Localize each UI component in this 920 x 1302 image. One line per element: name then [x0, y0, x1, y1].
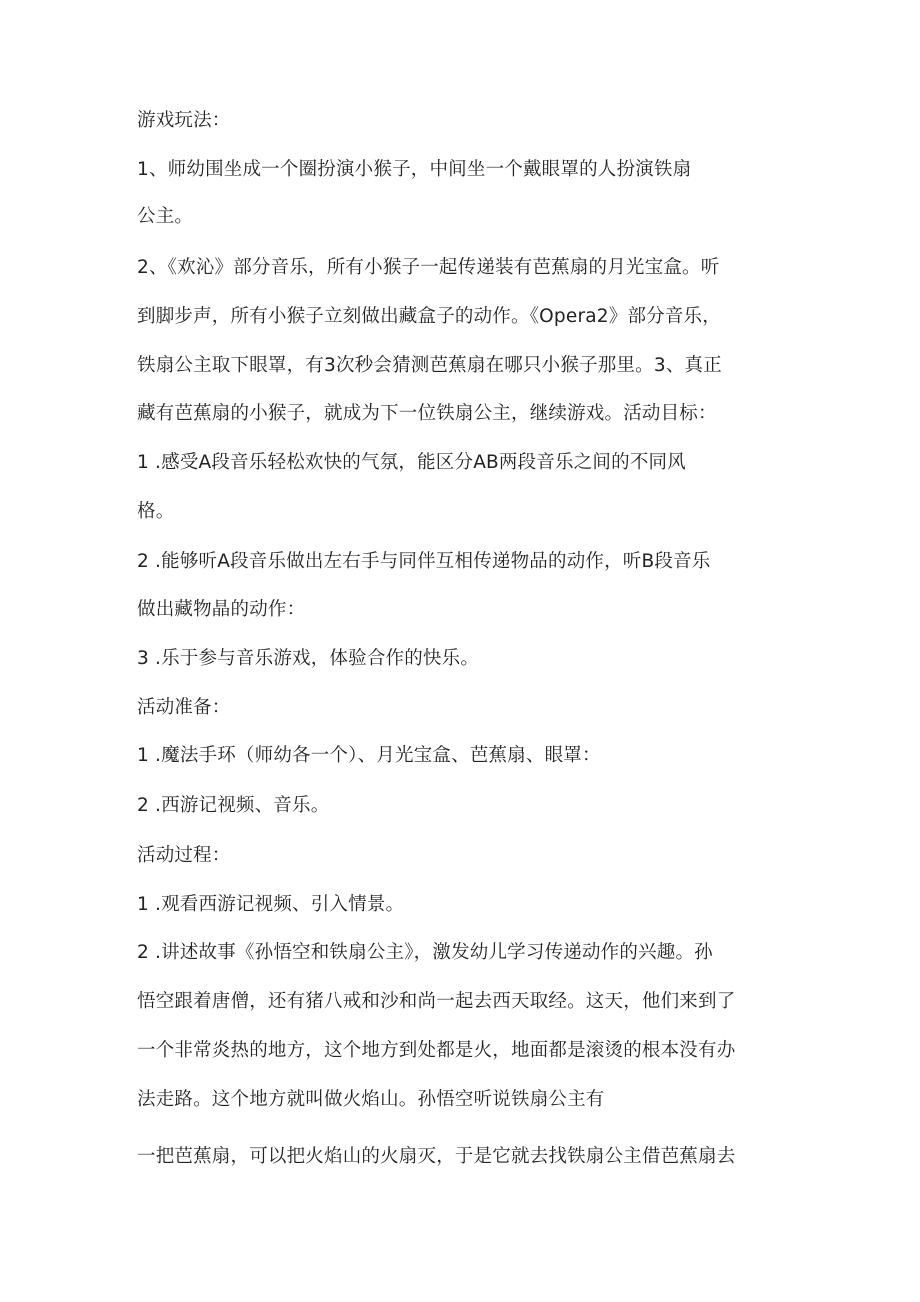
text-line: 2、《欢沁》部分音乐，所有小猴子一起传递装有芭蕉扇的月光宝盒。听 [137, 257, 720, 278]
heading-game-rules: 游戏玩法： [137, 110, 231, 131]
text-line: 一把芭蕉扇，可以把火焰山的火扇灭，于是它就去找铁扇公主借芭蕉扇去 [137, 1146, 736, 1167]
text-line: 1 .魔法手环（师幼各一个）、月光宝盒、芭蕉扇、眼罩： [137, 745, 601, 766]
text-line: 到脚步声，所有小猴子立刻做出藏盒子的动作。《Opera2》部分音乐， [137, 306, 721, 327]
heading-preparation: 活动准备： [137, 697, 231, 718]
text-line: 悟空跟着唐僧，还有猪八戒和沙和尚一起去西天取经。这天，他们来到了 [137, 991, 736, 1012]
text-line: 3 .乐于参与音乐游戏，体验合作的快乐。 [137, 648, 480, 669]
text-line: 2 .西游记视频、音乐。 [137, 795, 330, 816]
text-line: 1、师幼围坐成一个圈扮演小猴子，中间坐一个戴眼罩的人扮演铁扇 [137, 159, 692, 180]
text-line: 1 .观看西游记视频、引入情景。 [137, 894, 405, 915]
text-line: 藏有芭蕉扇的小猴子，就成为下一位铁扇公主，继续游戏。活动目标： [137, 403, 717, 424]
text-line: 2 .讲述故事《孙悟空和铁扇公主》，激发幼儿学习传递动作的兴趣。孙 [137, 942, 713, 963]
text-line: 2 .能够听A段音乐做出左右手与同伴互相传递物品的动作，听B段音乐 [137, 551, 711, 572]
text-line: 做出藏物晶的动作： [137, 599, 306, 620]
text-line: 格。 [137, 501, 175, 522]
heading-process: 活动过程： [137, 845, 231, 866]
text-line: 铁扇公主取下眼罩，有3次秒会猜测芭蕉扇在哪只小猴子那里。3、真正 [137, 355, 722, 376]
text-line: 1 .感受A段音乐轻松欢快的气氛，能区分AB两段音乐之间的不同风 [137, 452, 686, 473]
text-line: 公主。 [137, 206, 194, 227]
text-line: 法走路。这个地方就叫做火焰山。孙悟空听说铁扇公主有 [137, 1089, 605, 1110]
text-line: 一个非常炎热的地方，这个地方到处都是火，地面都是滚烫的根本没有办 [137, 1040, 736, 1061]
